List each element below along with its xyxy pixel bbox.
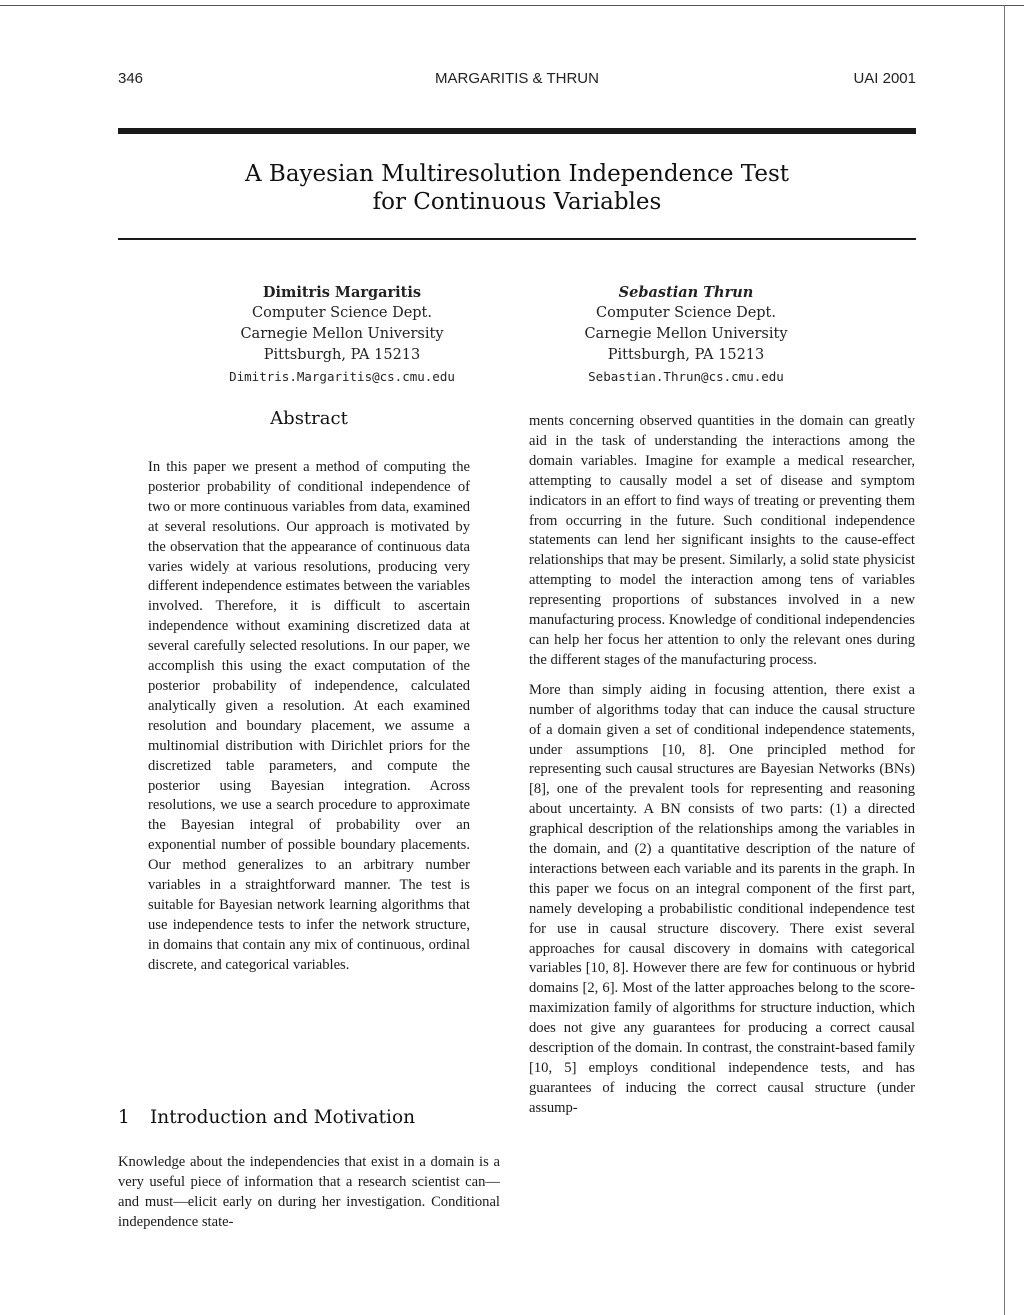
right-paragraph-2: More than simply aiding in focusing attention, there exist a number of algorithms today that can induce the causal structure of a domain given a set of conditional independence statements, under assumptions [10, 8]. One principled method for representing such causal structures are Bayesian Networks (BNs) [8], one of the prevalent tools for representing and reasoning about uncertainty. A BN consists of two parts: (1) a directed graphical description of the relationships among the variables in the domain, and (2) a quantitative description of the nature of interactions between each variable and its parents in the graph. In this paper we focus on an integral component of the first part, namely developing a probabilistic conditional independence test for use in causal structure discovery. There exist several approaches for causal discovery in domains with categorical variables [10, 8]. However there are few for continuous or hybrid domains [2, 6]. Most of the latter approaches belong to the score-maximization family of algorithms for structure induction, which does not give any guarantees for producing a correct causal description of the domain. In contrast, the constraint-based family [10, 5] employs conditional independence tests, and has guarantees of inducing the correct causal structure (under assump- [529,681,915,1116]
venue-label: UAI 2001 [853,70,916,87]
author-university: Carnegie Mellon University [584,326,788,342]
page-number: 346 [118,70,144,87]
right-edge-rule [1004,5,1005,1315]
abstract-paragraph: In this paper we present a method of computing the posterior probability of conditional independence of two or more continuous variables from data, examined at several resolutions. Our approach is motivated by the observation that the appearance of continuous data varies widely at various resolutions, producing very different independence estimates between the variables involved. Therefore, it is difficult to ascertain independence without examining discretized data at several carefully selected resolutions. In our paper, we accomplish this using the exact computation of the posterior probability of independence, calculated analytically given a resolution. At each examined resolution and boundary placement, we assume a multinomial distribution with Dirichlet priors for the discretized table parameters, and compute the posterior using Bayesian integration. Across resolutions, we use a search procedure to approximate the Bayesian integral of probability over an exponential number of possible boundary placements. Our method generalizes to an arbitrary number variables in a straightforward manner. The test is suitable for Bayesian network learning algorithms that use independence tests to infer the network structure, in domains that contain any mix of continuous, ordinal discrete, and categorical variables. [148,459,470,973]
author-block-margaritis [192,282,492,387]
author-email: Dimitris.Margaritis@cs.cmu.edu [229,369,455,384]
section-title: Introduction and Motivation [150,1107,416,1128]
title-top-rule [118,128,916,134]
section-number: 1 [118,1107,130,1128]
intro-paragraph: Knowledge about the independencies that exist in a domain is a very useful piece of information that a research scientist can—and must—elicit early on during her investigation. Conditional independence state- [118,1154,500,1230]
top-edge-rule [0,5,1024,6]
paper-title [118,160,916,216]
author-university: Carnegie Mellon University [240,326,444,342]
running-header [118,70,916,92]
author-city: Pittsburgh, PA 15213 [607,347,765,363]
title-line-1: A Bayesian Multiresolution Independence Test [245,161,789,187]
abstract-body [148,458,470,976]
running-title: MARGARITIS & THRUN [435,70,599,87]
right-paragraph-1: ments concerning observed quantities in the domain can greatly aid in the task of understanding the interactions among the domain variables. Imagine for example a medical researcher, attempting to causally model a set of disease and symptom indicators in an effort to find ways of treating or preventing them from occurring in the future. Such conditional independence statements can lend her significant insights to the cause-effect relationships that may be present. Similarly, a solid state physicist attempting to model the interaction among tens of variables representing proportions of substances involved in a new manufacturing process. Knowledge of conditional independencies can help her focus her attention to only the relevant ones during the different stages of the manufacturing process. [529,413,915,668]
author-city: Pittsburgh, PA 15213 [263,347,421,363]
abstract-heading: Abstract [270,408,348,429]
title-line-2: for Continuous Variables [372,189,662,215]
author-name: Dimitris Margaritis [262,284,422,301]
author-dept: Computer Science Dept. [596,305,776,321]
author-block-thrun [536,282,836,387]
section-heading-introduction [118,1107,478,1128]
title-bottom-rule [118,238,916,240]
author-name: Sebastian Thrun [618,284,754,301]
right-column [529,412,915,1119]
introduction-body [118,1153,500,1233]
author-email: Sebastian.Thrun@cs.cmu.edu [588,369,784,384]
author-dept: Computer Science Dept. [252,305,432,321]
